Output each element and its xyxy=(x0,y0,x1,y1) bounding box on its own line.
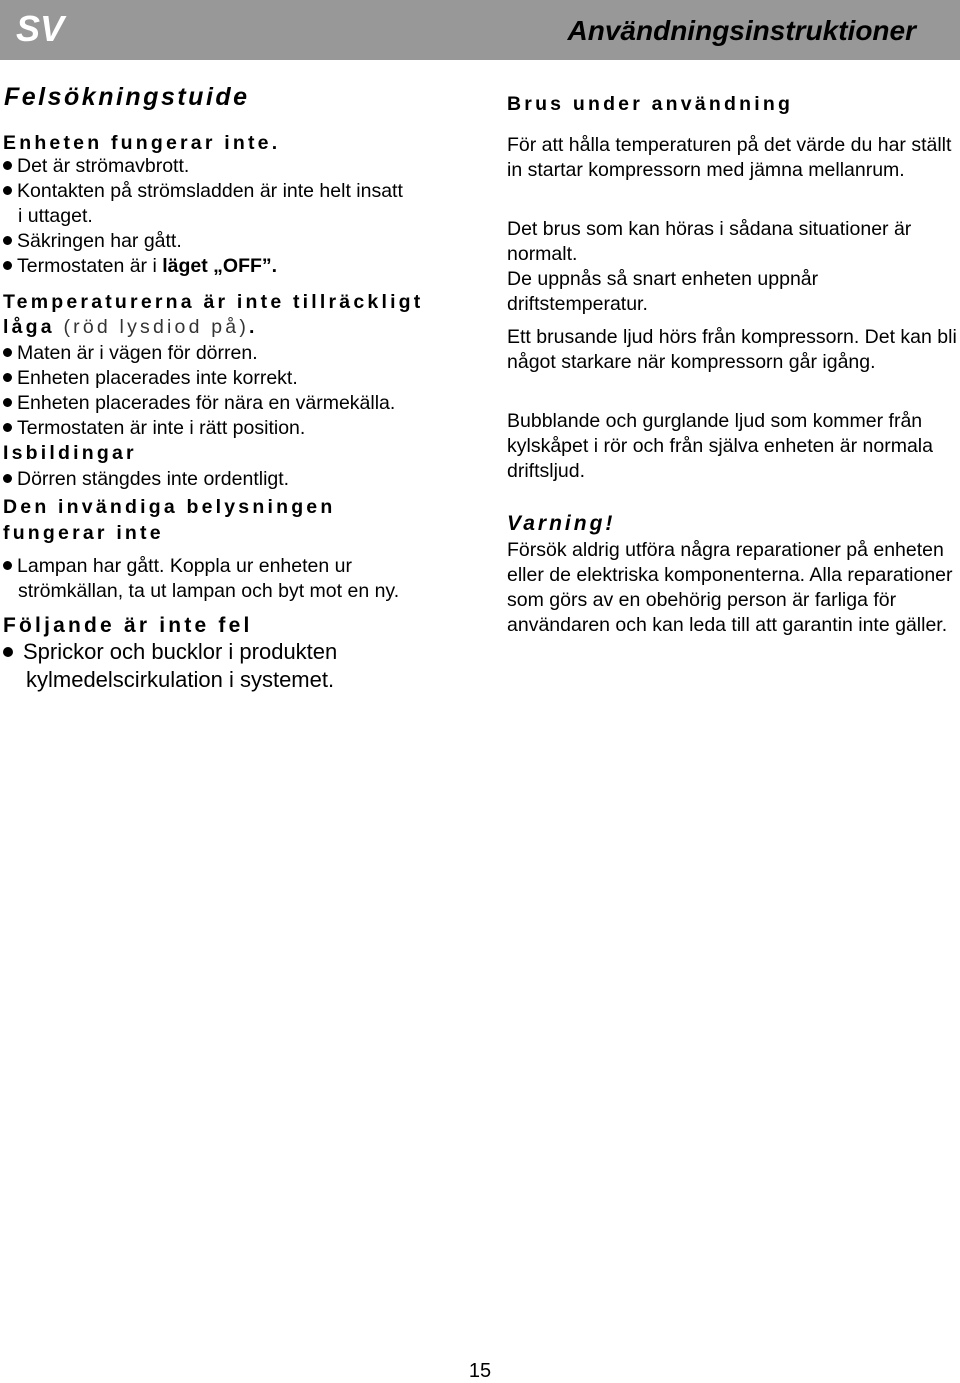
list-item-continuation: kylmedelscirkulation i systemet. xyxy=(26,667,335,692)
list-item: Lampan har gått. Koppla ur enheten ur xyxy=(3,554,352,579)
list-item: Enheten placerades inte korrekt. xyxy=(3,366,298,391)
list-item: Termostaten är inte i rätt position. xyxy=(3,416,305,441)
bullet-icon xyxy=(3,647,13,657)
bullet-icon xyxy=(3,161,12,170)
list-item: Kontakten på strömsladden är inte helt insatt xyxy=(3,179,403,204)
list-item-continuation: strömkällan, ta ut lampan och byt mot en ny. xyxy=(18,580,400,602)
bullet-icon xyxy=(3,186,12,195)
heading-lighting-line2: fungerar inte xyxy=(3,522,164,544)
list-item: Säkringen har gått. xyxy=(3,229,182,254)
list-item: Det är strömavbrott. xyxy=(3,154,189,179)
warning-title: Varning! xyxy=(507,512,616,535)
paragraph: De uppnås så snart enheten uppnår driftstemperatur. xyxy=(507,268,819,315)
heading-ice: Isbildingar xyxy=(3,442,137,464)
list-item: Termostaten är i läget „OFF”. xyxy=(3,254,277,279)
list-item: Enheten placerades för nära en värmekälla. xyxy=(3,391,395,416)
section-title: Felsökningstuide xyxy=(4,83,250,111)
paragraph: För att hålla temperaturen på det värde du har ställt in startar kompressorn med jämna mellanrum. xyxy=(507,134,952,181)
page-header xyxy=(0,0,960,60)
paragraph: Det brus som kan höras i sådana situationer är normalt. xyxy=(507,218,912,265)
heading-lighting: Den invändiga belysningen xyxy=(3,496,336,518)
bullet-icon xyxy=(3,474,12,483)
list-item: Maten är i vägen för dörren. xyxy=(3,341,258,366)
paragraph: Bubblande och gurglande ljud som kommer från kylskåpet i rör och från själva enheten är normala driftsljud. xyxy=(507,410,933,482)
heading-noise: Brus under användning xyxy=(507,93,794,115)
heading-not-faults: Följande är inte fel xyxy=(3,614,253,637)
bullet-icon xyxy=(3,423,12,432)
paragraph: Ett brusande ljud hörs från kompressorn. Det kan bli något starkare när kompressorn går igång. xyxy=(507,326,957,373)
bullet-icon xyxy=(3,561,12,570)
list-item-continuation: i uttaget. xyxy=(18,205,93,227)
list-item: Dörren stängdes inte ordentligt. xyxy=(3,467,289,492)
page-number: 15 xyxy=(468,1360,492,1382)
heading-temperature: Temperaturerna är inte tillräckligt xyxy=(3,291,424,313)
language-code: SV xyxy=(16,8,65,49)
bullet-icon xyxy=(3,261,12,270)
bullet-icon xyxy=(3,348,12,357)
warning-text: Försök aldrig utföra några reparationer på enheten eller de elektriska komponenterna. Alla reparationer som görs av en obehörig person är farliga för användaren och kan leda till att garantin inte gäller. xyxy=(507,539,953,636)
heading-temperature-line2: låga (röd lysdiod på). xyxy=(3,316,258,338)
list-item: Sprickor och bucklor i produkten xyxy=(3,638,337,666)
bullet-icon xyxy=(3,373,12,382)
bullet-icon xyxy=(3,236,12,245)
bullet-icon xyxy=(3,398,12,407)
heading-not-working: Enheten fungerar inte. xyxy=(3,132,281,154)
header-title: Användningsinstruktioner xyxy=(567,15,916,46)
